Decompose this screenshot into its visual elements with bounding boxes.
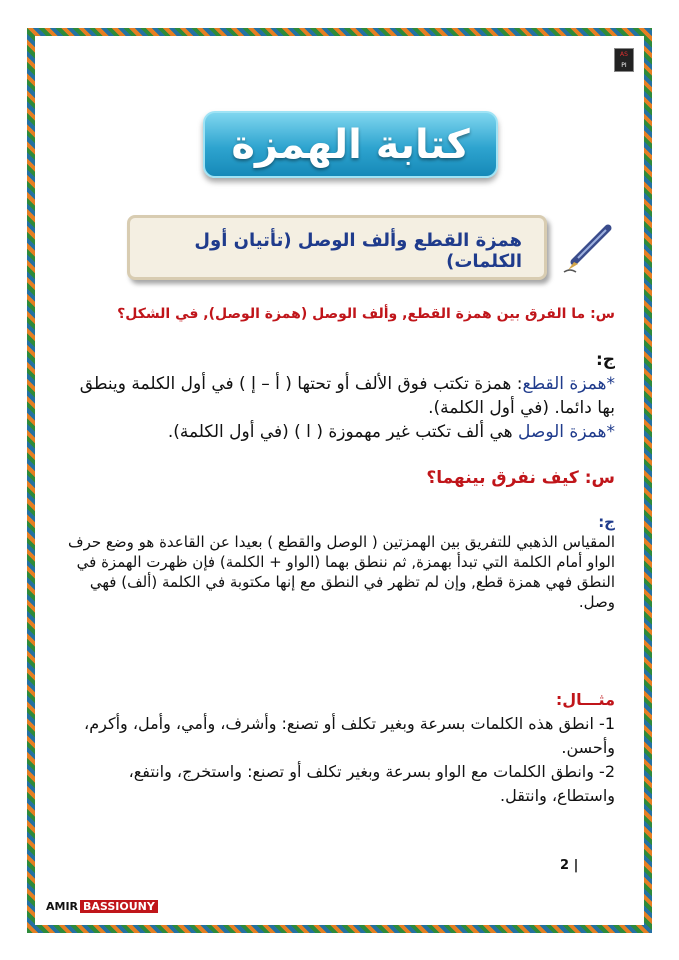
brand-tag: BASSIOUNY	[80, 900, 158, 913]
pen-icon	[560, 224, 612, 276]
question-2	[63, 468, 615, 488]
subtitle-box	[127, 215, 547, 280]
page-title: كتابة الهمزة	[231, 122, 470, 168]
answer-1-wasl	[63, 420, 615, 444]
question-1	[63, 306, 615, 322]
answer-2-text: المقياس الذهبي للتفريق بين الهمزتين ( الوصل والقطع ) بعيدا عن القاعدة هو وضع حرف الواو أمام الكلمة التي تبدأ بهمزة, ثم ننطق بهما (الواو + الكلمة) فإن ظهرت الهمزة في النطق فهي همزة قطع, وإن لم تظهر في النطق مع إنها مكتوبة في الكلمة (ألف) فهي وصل.	[68, 533, 615, 611]
logo-line1: AS	[620, 51, 628, 58]
asp-logo	[614, 48, 634, 72]
example-label: مثـــال:	[555, 690, 615, 709]
subtitle: همزة القطع وألف الوصل (تأتيان أول الكلمات)	[194, 230, 522, 272]
answer-1-label: ج:	[595, 350, 615, 370]
term-hamzat-qat: *همزة القطع	[522, 374, 615, 394]
question-2-text: س: كيف نفرق بينهما؟	[426, 468, 615, 488]
brand-footer	[46, 900, 158, 913]
logo-line2: PI	[621, 62, 627, 69]
answer-1-qat	[63, 372, 615, 420]
title-banner	[203, 111, 498, 178]
answer-2	[63, 512, 615, 612]
answer-1	[63, 348, 615, 444]
brand-name: AMIR	[46, 900, 79, 913]
wasl-definition: هي ألف تكتب غير مهموزة ( ا ) (في أول الكلمة).	[167, 422, 519, 442]
example-item-1: 1- انطق هذه الكلمات بسرعة وبغير تكلف أو تصنع: وأشرف، وأمي، وأمل، وأكرم، وأحسن.	[84, 714, 615, 757]
qat-definition: : همزة تكتب فوق الألف أو تحتها ( أ – إ ) في أول الكلمة وينطق بها دائما. (في أول الكلمة).	[79, 374, 615, 418]
answer-2-label: ج:	[598, 513, 615, 531]
question-1-text: س: ما الفرق بين همزة القطع, وألف الوصل (همزة الوصل), في الشكل؟	[117, 306, 615, 322]
example-item-2: 2- وانطق الكلمات مع الواو بسرعة وبغير تكلف أو تصنع: واستخرج، وانتفع، واستطاع، وانتقل.	[128, 762, 615, 805]
page-number: 2 |	[560, 858, 579, 873]
example-section	[63, 688, 615, 808]
term-hamzat-wasl: *همزة الوصل	[518, 422, 615, 442]
